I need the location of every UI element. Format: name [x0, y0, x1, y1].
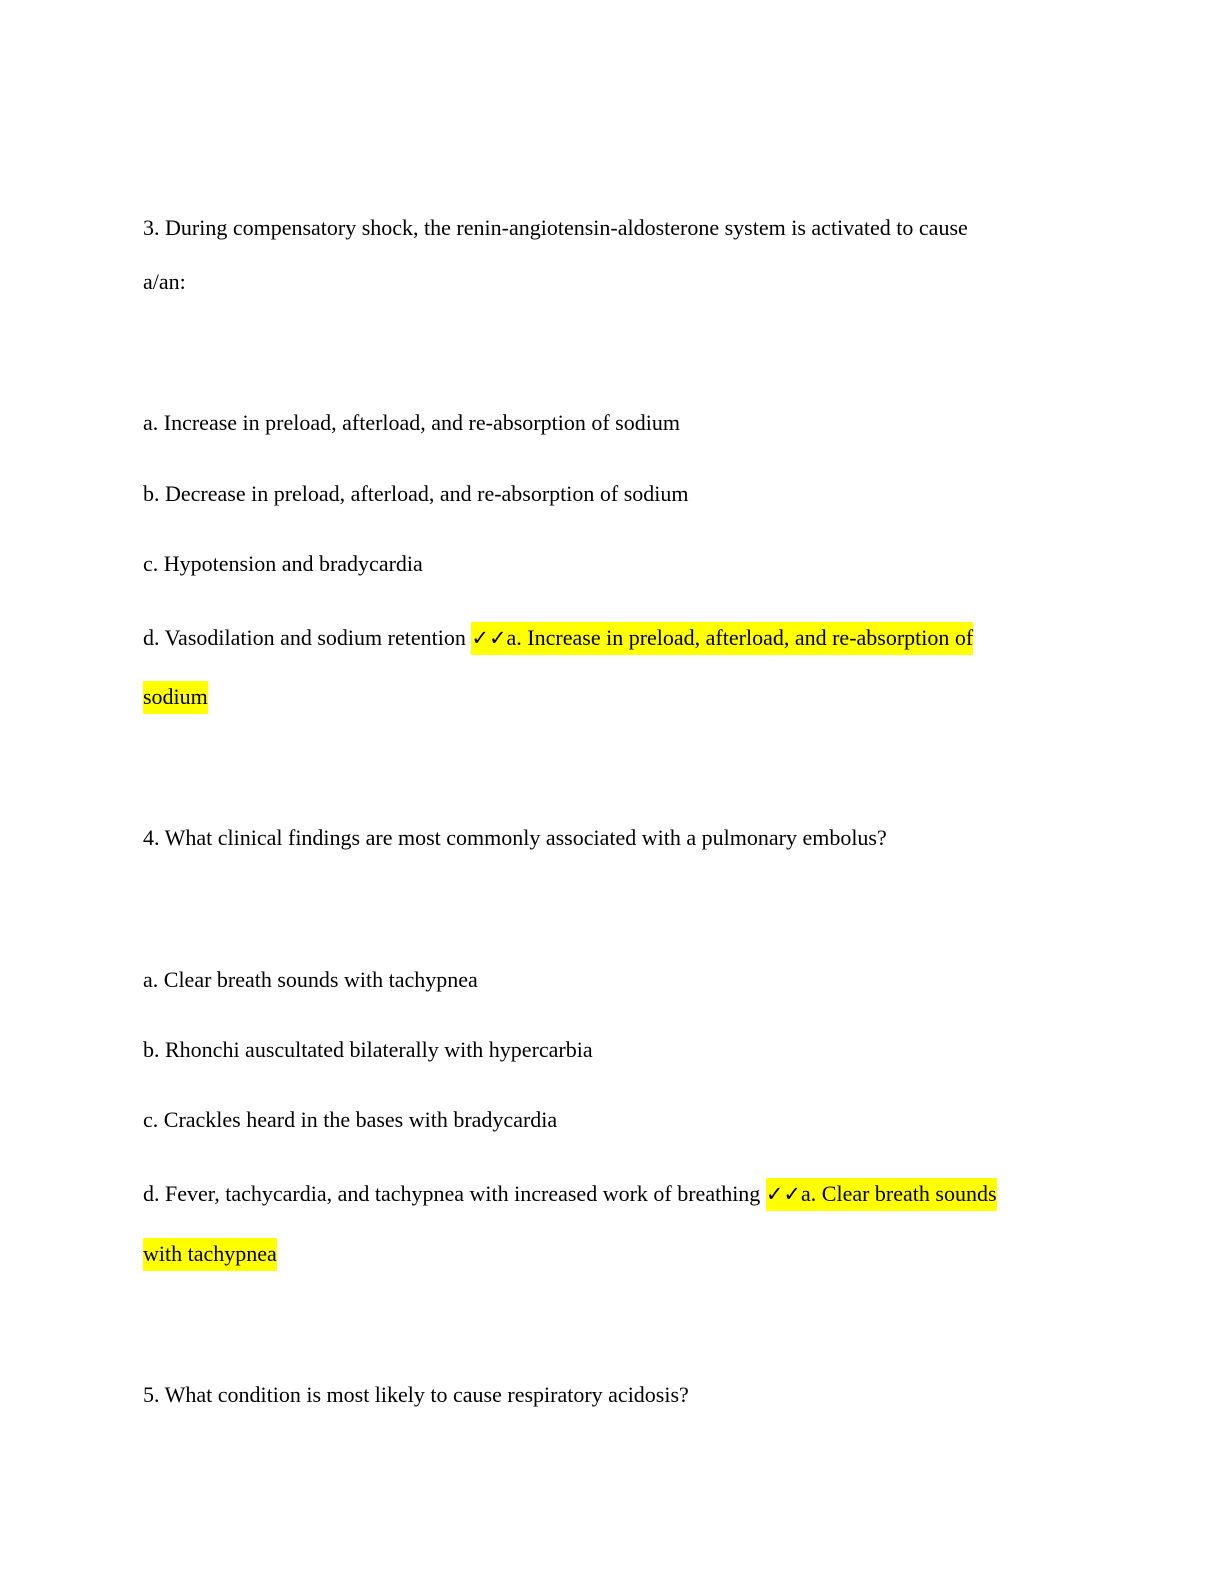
question-3-stem-line-2: a/an: — [143, 269, 186, 294]
question-5-stem-line-1: 5. What condition is most likely to cause respiratory acidosis? — [143, 1382, 689, 1407]
question-3-answer-highlight — [471, 622, 973, 655]
question-3-option-a: a. Increase in preload, afterload, and re-absorption of sodium — [143, 410, 680, 435]
question-3-answer-line-2-row — [143, 683, 208, 711]
question-3-answer-line-1: a. Increase in preload, afterload, and re-absorption of — [506, 625, 974, 650]
question-3-stem-line-1: 3. During compensatory shock, the renin-angiotensin-aldosterone system is activated to cause — [143, 215, 968, 240]
question-4-answer-highlight — [766, 1178, 997, 1211]
question-3-option-b: b. Decrease in preload, afterload, and re-absorption of sodium — [143, 481, 689, 506]
question-3-answer-line-2: sodium — [143, 681, 208, 714]
question-3-option-d: d. Vasodilation and sodium retention — [143, 625, 466, 650]
question-3-option-c: c. Hypotension and bradycardia — [143, 551, 423, 576]
double-check-icon: ✓✓ — [471, 626, 507, 650]
question-4-option-c: c. Crackles heard in the bases with bradycardia — [143, 1107, 558, 1132]
double-check-icon: ✓✓ — [765, 1182, 802, 1206]
question-4-option-d: d. Fever, tachycardia, and tachypnea with increased work of breathing — [143, 1181, 761, 1206]
question-4-answer-line-1: a. Clear breath sounds — [801, 1181, 997, 1206]
question-3-option-d-row — [143, 624, 973, 652]
question-4-option-b: b. Rhonchi auscultated bilaterally with hypercarbia — [143, 1037, 593, 1062]
question-4-answer-line-2-row — [143, 1240, 277, 1268]
question-4-stem-line-1: 4. What clinical findings are most commonly associated with a pulmonary embolus? — [143, 825, 887, 850]
question-4-answer-line-2: with tachypnea — [143, 1238, 277, 1271]
question-4-option-d-row — [143, 1180, 997, 1208]
question-4-option-a: a. Clear breath sounds with tachypnea — [143, 967, 478, 992]
